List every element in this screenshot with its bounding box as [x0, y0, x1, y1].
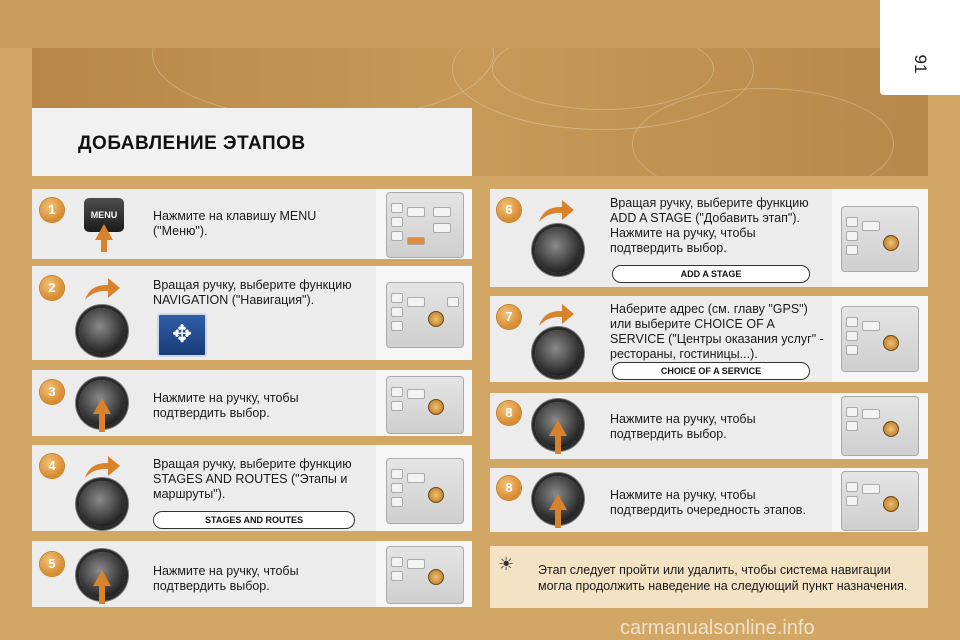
radio-faceplate [386, 192, 464, 258]
step-badge-4: 4 [40, 454, 64, 478]
step-badge-8a: 8 [497, 401, 521, 425]
step-badge-8b: 8 [497, 476, 521, 500]
page-number: 91 [911, 54, 930, 74]
rotate-arrow-icon [536, 198, 576, 224]
radio-faceplate [841, 306, 919, 372]
rotate-arrow-icon [82, 276, 122, 302]
step-badge-3: 3 [40, 380, 64, 404]
step-text-5: Нажмите на ручку, чтобы подтвердить выбор. [153, 564, 299, 593]
radio-faceplate [386, 546, 464, 604]
knob-icon [79, 481, 125, 527]
radio-faceplate [841, 206, 919, 272]
step-text-8a: Нажмите на ручку, чтобы подтвердить выбор. [610, 412, 756, 441]
step-text-2: Вращая ручку, выберите функцию NAVIGATION ("Навигация"). [153, 278, 352, 307]
press-arrow-stem [555, 434, 561, 454]
radio-faceplate [841, 396, 919, 456]
step-text-1: Нажмите на клавишу MENU ("Меню"). [153, 209, 317, 238]
step-badge-1: 1 [40, 198, 64, 222]
sun-tip-icon: ☀ [498, 554, 515, 574]
step-badge-6: 6 [497, 198, 521, 222]
press-arrow-stem [99, 412, 105, 432]
step-text-4: Вращая ручку, выберите функцию STAGES AND ROUTES ("Этапы и маршруты"). [153, 457, 352, 501]
navigation-icon: ✥ [157, 313, 207, 357]
menu-key-icon: MENU [84, 198, 124, 232]
step-badge-7: 7 [497, 305, 521, 329]
radio-faceplate [841, 471, 919, 531]
watermark: carmanualsonline.info [620, 617, 815, 639]
radio-faceplate [386, 282, 464, 348]
tip-text: Этап следует пройти или удалить, чтобы система навигации могла продолжить наведение на следующий пункт назначения. [538, 563, 908, 593]
stages-and-routes-pill: STAGES AND ROUTES [153, 511, 355, 529]
press-arrow-stem [101, 238, 107, 252]
rotate-arrow-icon [82, 454, 122, 480]
step-badge-5: 5 [40, 552, 64, 576]
press-arrow-stem [555, 508, 561, 528]
rotate-arrow-icon [536, 302, 576, 328]
step-text-8b: Нажмите на ручку, чтобы подтвердить очередность этапов. [610, 488, 806, 517]
step-badge-2: 2 [40, 276, 64, 300]
choice-of-a-service-pill: CHOICE OF A SERVICE [612, 362, 810, 380]
radio-faceplate [386, 376, 464, 434]
step-text-3: Нажмите на ручку, чтобы подтвердить выбор. [153, 391, 299, 420]
step-text-6: Вращая ручку, выберите функцию ADD A STAGE ("Добавить этап"). Нажмите на ручку, чтобы подтвердить выбор. [610, 196, 809, 255]
knob-icon [535, 330, 581, 376]
knob-icon [79, 308, 125, 354]
page-title: ДОБАВЛЕНИЕ ЭТАПОВ [78, 133, 306, 154]
radio-faceplate [386, 458, 464, 524]
step-text-7: Наберите адрес (см. главу "GPS") или выберите CHOICE OF A SERVICE ("Центры оказания услуг" - рестораны, гостиницы...). [610, 302, 824, 361]
top-strip [0, 0, 960, 48]
knob-icon [535, 227, 581, 273]
add-a-stage-pill: ADD A STAGE [612, 265, 810, 283]
press-arrow-stem [99, 584, 105, 604]
